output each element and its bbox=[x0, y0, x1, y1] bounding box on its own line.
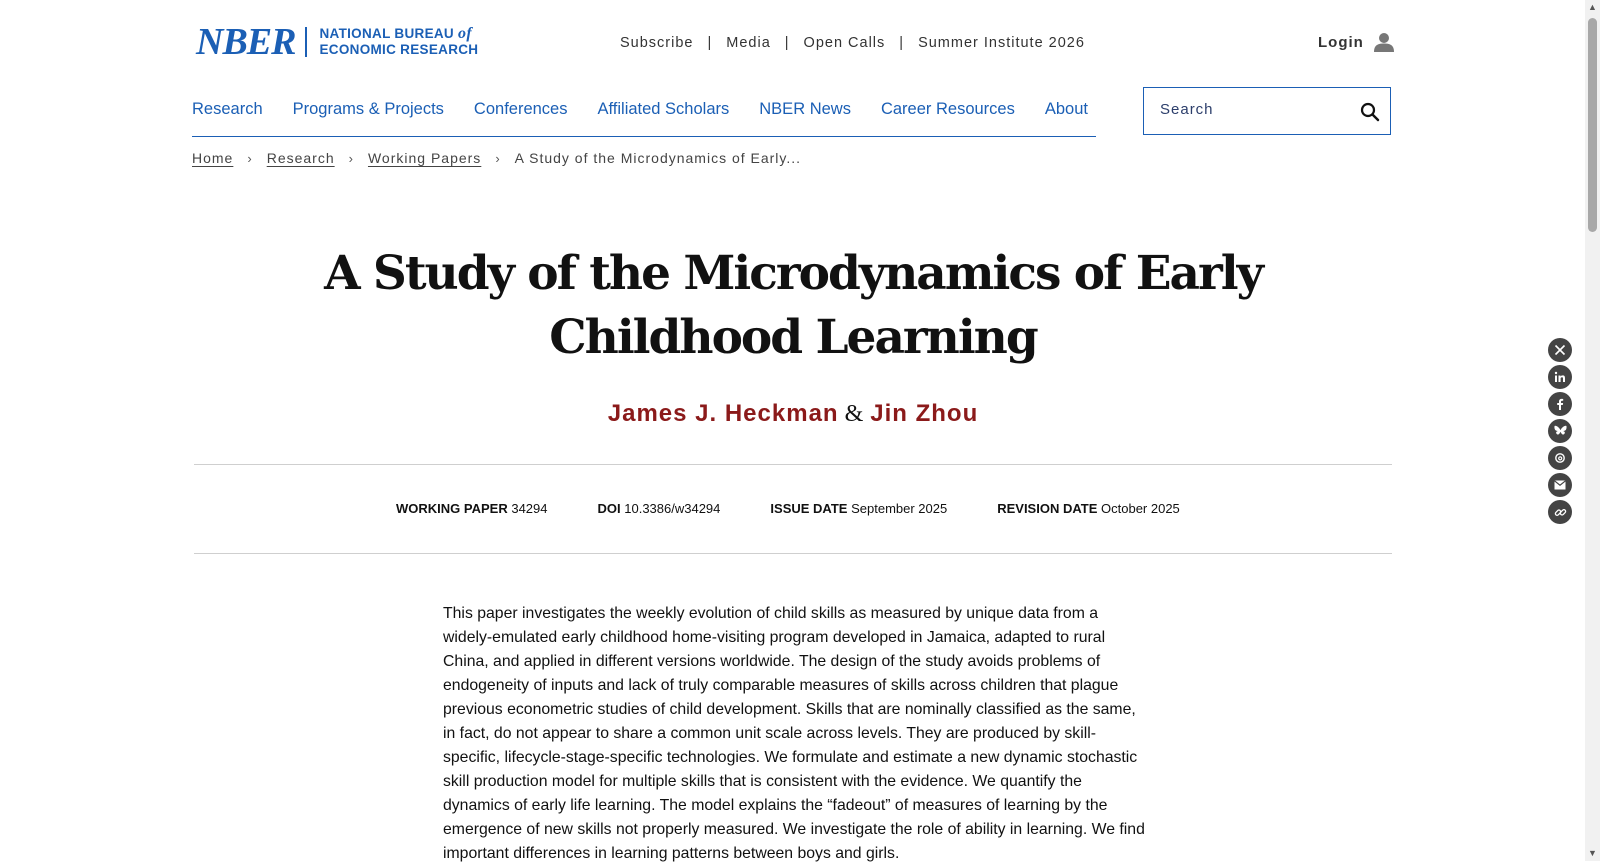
utility-separator: | bbox=[899, 35, 905, 51]
main-nav bbox=[192, 100, 1096, 137]
logo-of: of bbox=[458, 25, 472, 42]
breadcrumb bbox=[192, 150, 801, 166]
title-line-1: A Study of the Microdynamics of Early bbox=[324, 246, 1262, 301]
nav-about[interactable]: About bbox=[1044, 100, 1088, 118]
meta-label: ISSUE DATE bbox=[770, 501, 848, 516]
page-scrollbar[interactable] bbox=[1585, 0, 1600, 861]
nav-programs-projects[interactable]: Programs & Projects bbox=[292, 100, 444, 118]
breadcrumb-current: A Study of the Microdynamics of Early... bbox=[514, 150, 802, 166]
search-input[interactable] bbox=[1158, 100, 1352, 119]
nav-career-resources[interactable]: Career Resources bbox=[880, 100, 1015, 118]
utility-link-summer-institute[interactable]: Summer Institute 2026 bbox=[918, 35, 1085, 51]
meta-value: 34294 bbox=[511, 501, 548, 516]
breadcrumb-research[interactable]: Research bbox=[266, 150, 335, 166]
nber-logo[interactable] bbox=[196, 21, 479, 63]
title-line-2: Childhood Learning bbox=[549, 310, 1037, 365]
scroll-thumb[interactable] bbox=[1588, 18, 1597, 232]
author-link[interactable]: Jin Zhou bbox=[870, 400, 979, 427]
meta-label: WORKING PAPER bbox=[396, 501, 508, 516]
facebook-icon[interactable] bbox=[1548, 392, 1572, 416]
meta-value: October 2025 bbox=[1101, 501, 1180, 516]
logo-wordmark bbox=[319, 26, 478, 58]
breadcrumb-working-papers[interactable]: Working Papers bbox=[367, 150, 482, 166]
x-icon[interactable] bbox=[1548, 338, 1572, 362]
user-icon bbox=[1374, 32, 1394, 52]
utility-link-open-calls[interactable]: Open Calls bbox=[803, 35, 886, 51]
author-list bbox=[300, 400, 1286, 428]
logo-mark: NBER bbox=[196, 21, 296, 63]
utility-link-media[interactable]: Media bbox=[726, 35, 771, 51]
meta-revision-date bbox=[997, 501, 1180, 516]
logo-line-1: NATIONAL BUREAU bbox=[319, 26, 454, 41]
scroll-up-arrow-icon[interactable]: ▲ bbox=[1588, 2, 1597, 12]
bluesky-icon[interactable] bbox=[1548, 419, 1572, 443]
author-link[interactable]: James J. Heckman bbox=[607, 400, 839, 427]
chevron-right-icon: › bbox=[247, 150, 253, 166]
meta-issue-date bbox=[770, 501, 947, 516]
meta-value: September 2025 bbox=[851, 501, 948, 516]
search-icon[interactable] bbox=[1358, 100, 1382, 124]
utility-nav bbox=[620, 35, 1085, 51]
meta-value: 10.3386/w34294 bbox=[624, 501, 721, 516]
login-label: Login bbox=[1318, 33, 1364, 51]
scroll-down-arrow-icon[interactable]: ▼ bbox=[1588, 848, 1597, 858]
nav-affiliated-scholars[interactable]: Affiliated Scholars bbox=[597, 100, 730, 118]
login-link[interactable] bbox=[1318, 32, 1394, 52]
breadcrumb-home[interactable]: Home bbox=[192, 150, 234, 166]
logo-divider bbox=[305, 27, 307, 57]
utility-separator: | bbox=[784, 35, 790, 51]
email-icon[interactable] bbox=[1548, 473, 1572, 497]
logo-line-2: ECONOMIC RESEARCH bbox=[319, 42, 479, 57]
utility-separator: | bbox=[707, 35, 713, 51]
chevron-right-icon: › bbox=[495, 150, 501, 166]
meta-label: REVISION DATE bbox=[997, 501, 1098, 516]
threads-icon[interactable] bbox=[1548, 446, 1572, 470]
nav-nber-news[interactable]: NBER News bbox=[759, 100, 851, 118]
nav-research[interactable]: Research bbox=[192, 100, 263, 118]
page-title bbox=[300, 242, 1286, 370]
share-rail bbox=[1548, 338, 1572, 527]
meta-label: DOI bbox=[597, 501, 621, 516]
paper-meta bbox=[194, 464, 1392, 554]
author-separator: & bbox=[844, 401, 865, 427]
meta-working-paper bbox=[396, 501, 548, 516]
utility-link-subscribe[interactable]: Subscribe bbox=[620, 35, 694, 51]
meta-doi bbox=[598, 501, 721, 516]
chevron-right-icon: › bbox=[348, 150, 354, 166]
linkedin-icon[interactable] bbox=[1548, 365, 1572, 389]
nav-conferences[interactable]: Conferences bbox=[473, 100, 568, 118]
link-icon[interactable] bbox=[1548, 500, 1572, 524]
abstract: This paper investigates the weekly evolution of child skills as measured by unique data from a widely-emulated early childhood home-visiting program developed in Jamaica, adapted to rural China, and applied in different versions worldwide. The design of the study avoids problems of endogeneity of inputs and lack of truly comparable measures of skills across children that plague previous econometric studies of child development. Skills that are nominally classified as the same, in fact, do not appear to share a common unit scale across levels. They are produced by skill-specific, lifecycle-stage-specific technologies. We formulate and estimate a new dynamic stochastic skill production model for multiple skills that is consistent with the evidence. We quantify the dynamics of early life learning. The model explains the “fadeout” of measures of learning by the emergence of new skills not properly measured. We investigate the role of ability in learning. We find important differences in learning patterns between boys and girls. bbox=[443, 605, 1145, 862]
search-box bbox=[1143, 87, 1391, 135]
